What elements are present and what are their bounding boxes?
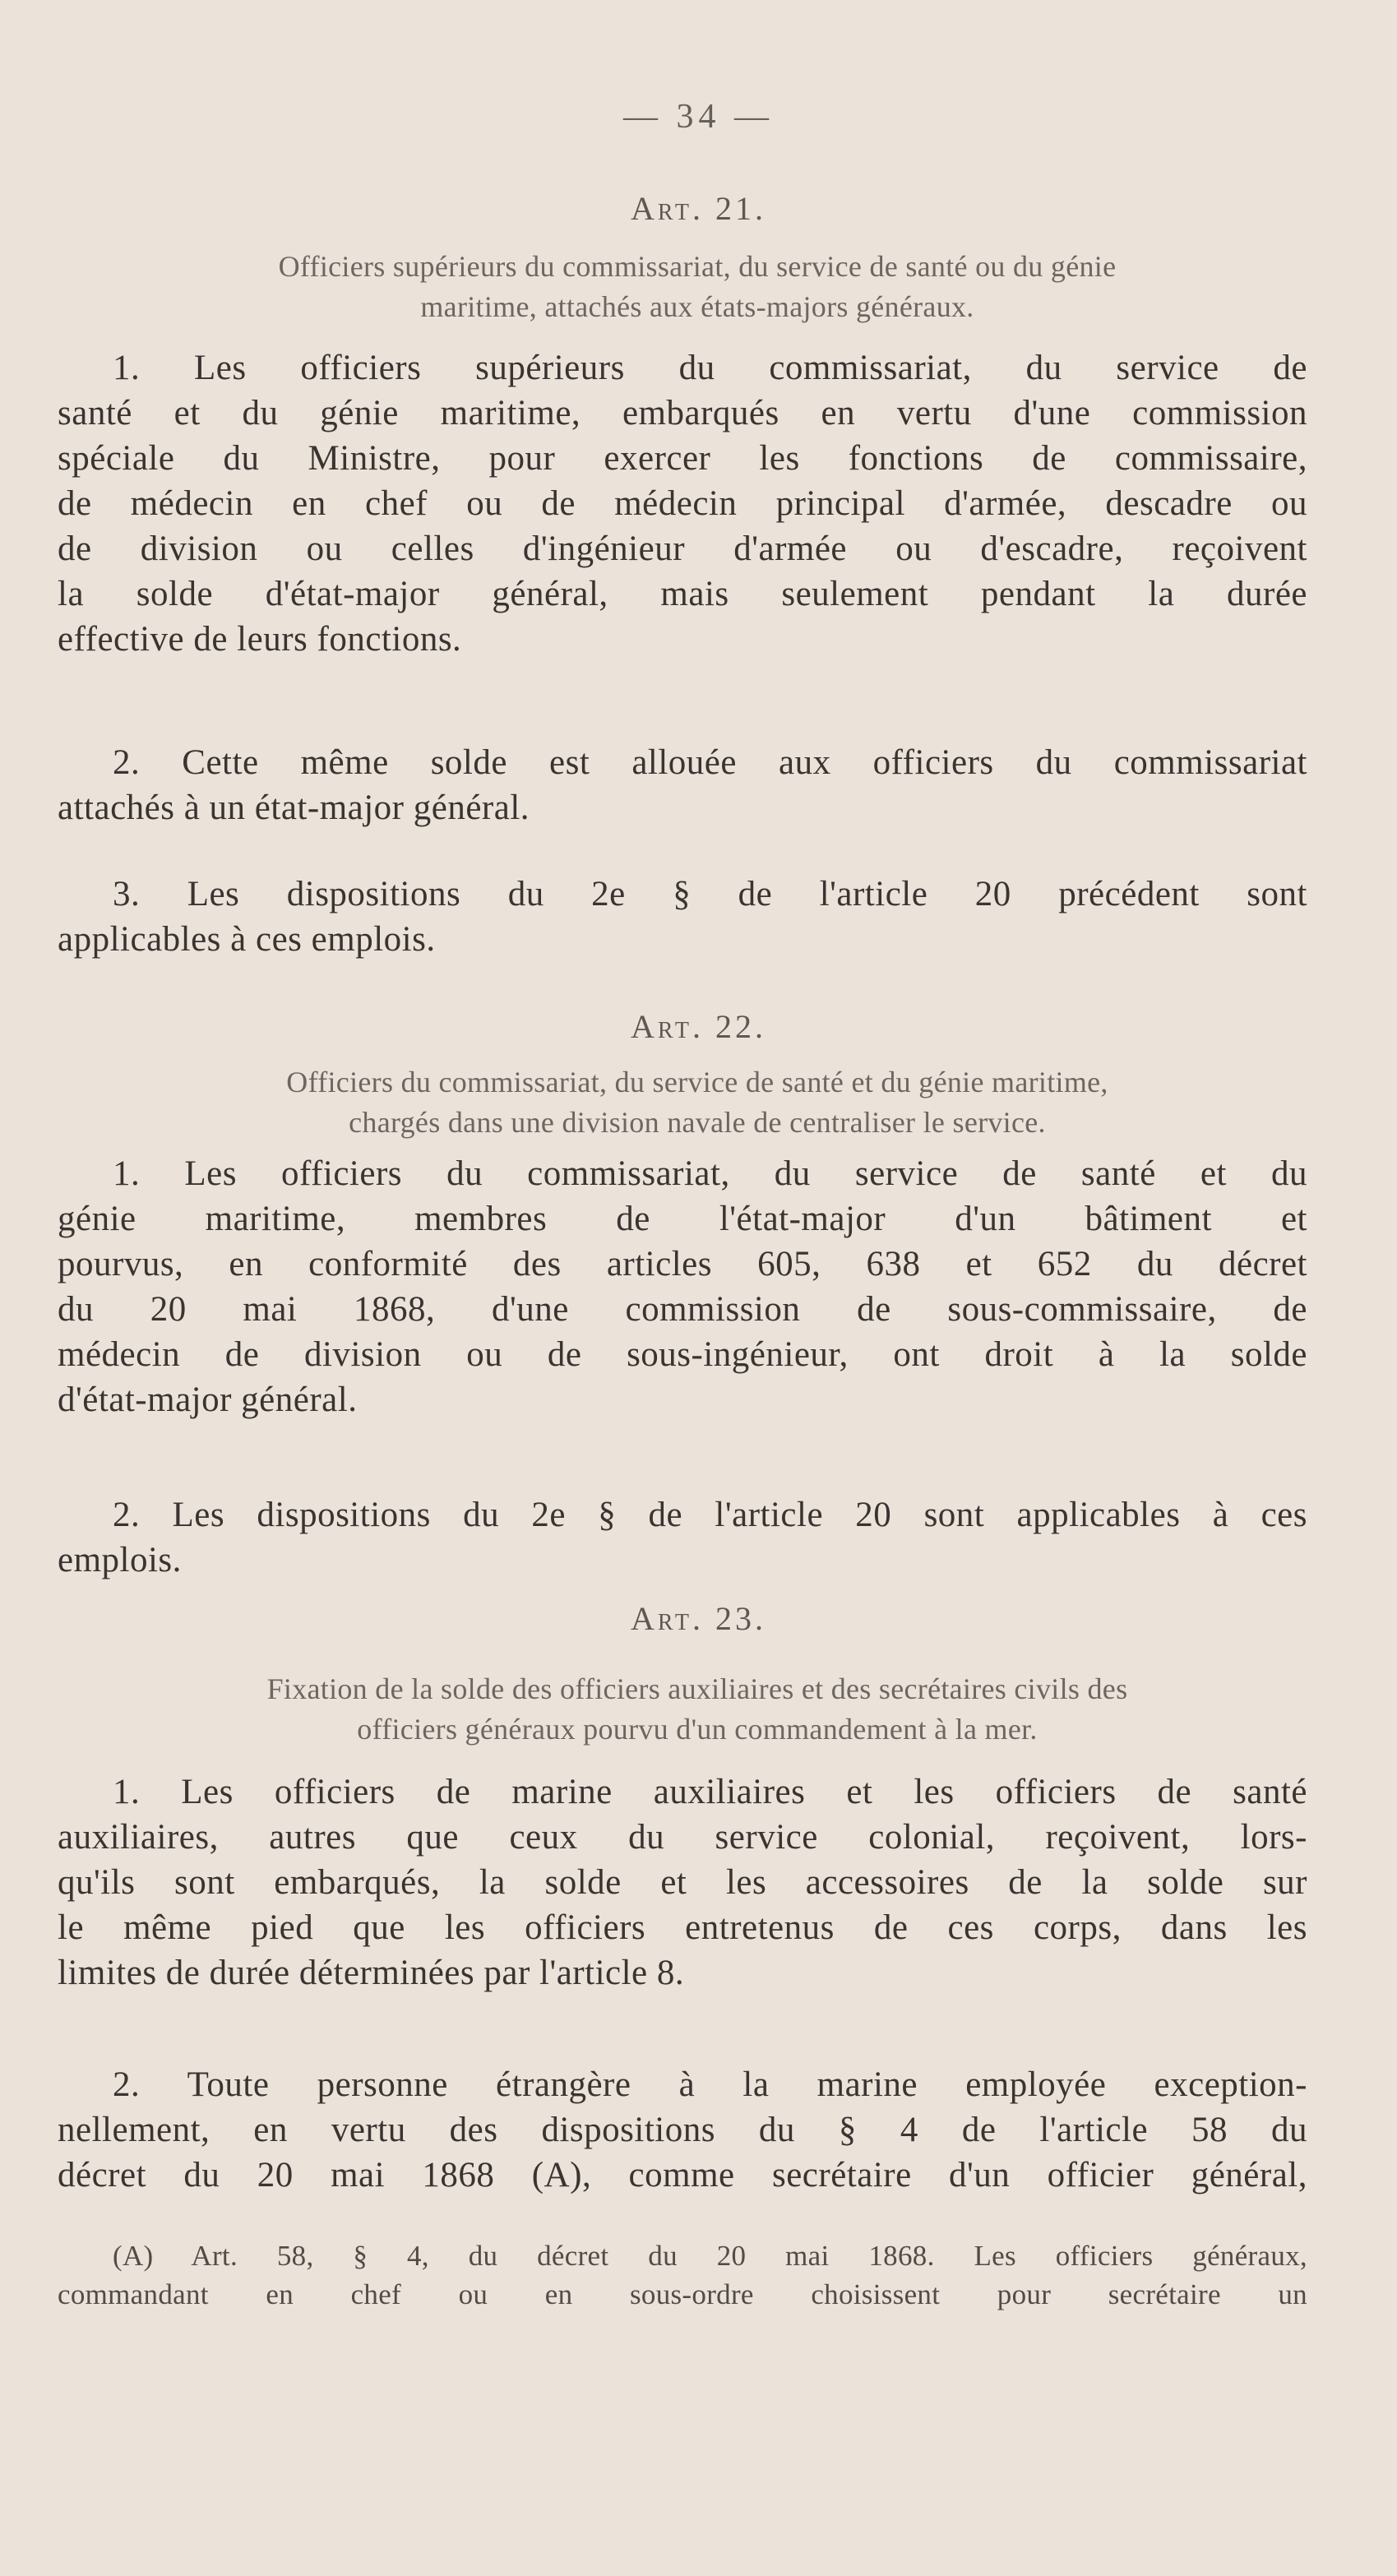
text-line: d'état-major général. — [58, 1380, 358, 1419]
text-line: de médecin en chef ou de médecin principal d'armée, descadre ou — [58, 484, 1307, 523]
text-line: limites de durée déterminées par l'article 8. — [58, 1954, 685, 1992]
subtitle-line: maritime, attachés aux états-majors généraux. — [420, 290, 974, 323]
footnote-line: commandant en chef ou en sous-ordre choisissent pour secrétaire un — [58, 2278, 1307, 2310]
text-line: effective de leurs fonctions. — [58, 620, 462, 659]
article-22-paragraph-2 — [58, 1492, 1307, 1583]
text-line: 3. Les dispositions du 2e § de l'article 20 précédent sont — [113, 875, 1307, 913]
subtitle-line: Officiers du commissariat, du service de santé et du génie maritime, — [286, 1066, 1108, 1098]
subtitle-line: Officiers supérieurs du commissariat, du service de santé ou du génie — [278, 250, 1117, 283]
subtitle-line: officiers généraux pourvu d'un commandement à la mer. — [357, 1713, 1038, 1746]
text-line: emplois. — [58, 1541, 182, 1579]
footnote-line: (A) Art. 58, § 4, du décret du 20 mai 1868. Les officiers généraux, — [113, 2240, 1307, 2272]
text-line: 1. Les officiers supérieurs du commissariat, du service de — [113, 349, 1307, 387]
text-line: spéciale du Ministre, pour exercer les fonctions de commissaire, — [58, 439, 1307, 478]
article-22-subtitle — [56, 1062, 1339, 1143]
article-23-title: Art. 23. — [631, 1600, 766, 1637]
subtitle-line: Fixation de la solde des officiers auxiliaires et des secrétaires civils des — [266, 1672, 1128, 1705]
text-line: attachés à un état-major général. — [58, 789, 530, 827]
text-line: du 20 mai 1868, d'une commission de sous-commissaire, de — [58, 1290, 1307, 1329]
text-line: 1. Les officiers du commissariat, du service de santé et du — [113, 1154, 1307, 1193]
article-22-title: Art. 22. — [631, 1008, 766, 1045]
text-line: applicables à ces emplois. — [58, 920, 436, 959]
text-line: la solde d'état-major général, mais seulement pendant la durée — [58, 575, 1307, 613]
article-21-subtitle — [56, 247, 1339, 327]
text-line: de division ou celles d'ingénieur d'armée ou d'escadre, reçoivent — [58, 530, 1307, 568]
article-23-paragraph-1 — [58, 1769, 1307, 1996]
text-line: génie maritime, membres de l'état-major d'un bâtiment et — [58, 1200, 1307, 1238]
text-line: 1. Les officiers de marine auxiliaires et les officiers de santé — [113, 1773, 1307, 1811]
article-23-paragraph-2 — [58, 2062, 1307, 2198]
article-23-subtitle — [56, 1669, 1339, 1750]
text-line: 2. Toute personne étrangère à la marine employée exception- — [113, 2065, 1307, 2104]
text-line: le même pied que les officiers entretenus de ces corps, dans les — [58, 1908, 1307, 1947]
footnote — [58, 2236, 1307, 2314]
text-line: auxiliaires, autres que ceux du service colonial, reçoivent, lors- — [58, 1818, 1307, 1857]
text-line: nellement, en vertu des dispositions du § 4 de l'article 58 du — [58, 2111, 1307, 2149]
page-number: — 34 — — [623, 98, 774, 136]
text-line: 2. Cette même solde est allouée aux officiers du commissariat — [113, 743, 1307, 782]
article-21-title: Art. 21. — [631, 190, 766, 227]
text-line: qu'ils sont embarqués, la solde et les accessoires de la solde sur — [58, 1863, 1307, 1902]
article-21-paragraph-3 — [58, 872, 1307, 962]
text-line: santé et du génie maritime, embarqués en vertu d'une commission — [58, 394, 1307, 432]
text-line: décret du 20 mai 1868 (A), comme secrétaire d'un officier général, — [58, 2156, 1307, 2194]
text-line: médecin de division ou de sous-ingénieur, ont droit à la solde — [58, 1335, 1307, 1374]
text-line: 2. Les dispositions du 2e § de l'article 20 sont applicables à ces — [113, 1496, 1307, 1534]
text-line: pourvus, en conformité des articles 605, 638 et 652 du décret — [58, 1245, 1307, 1283]
article-22-paragraph-1 — [58, 1151, 1307, 1422]
article-21-paragraph-2 — [58, 740, 1307, 830]
subtitle-line: chargés dans une division navale de centraliser le service. — [349, 1106, 1046, 1139]
article-21-paragraph-1 — [58, 345, 1307, 662]
